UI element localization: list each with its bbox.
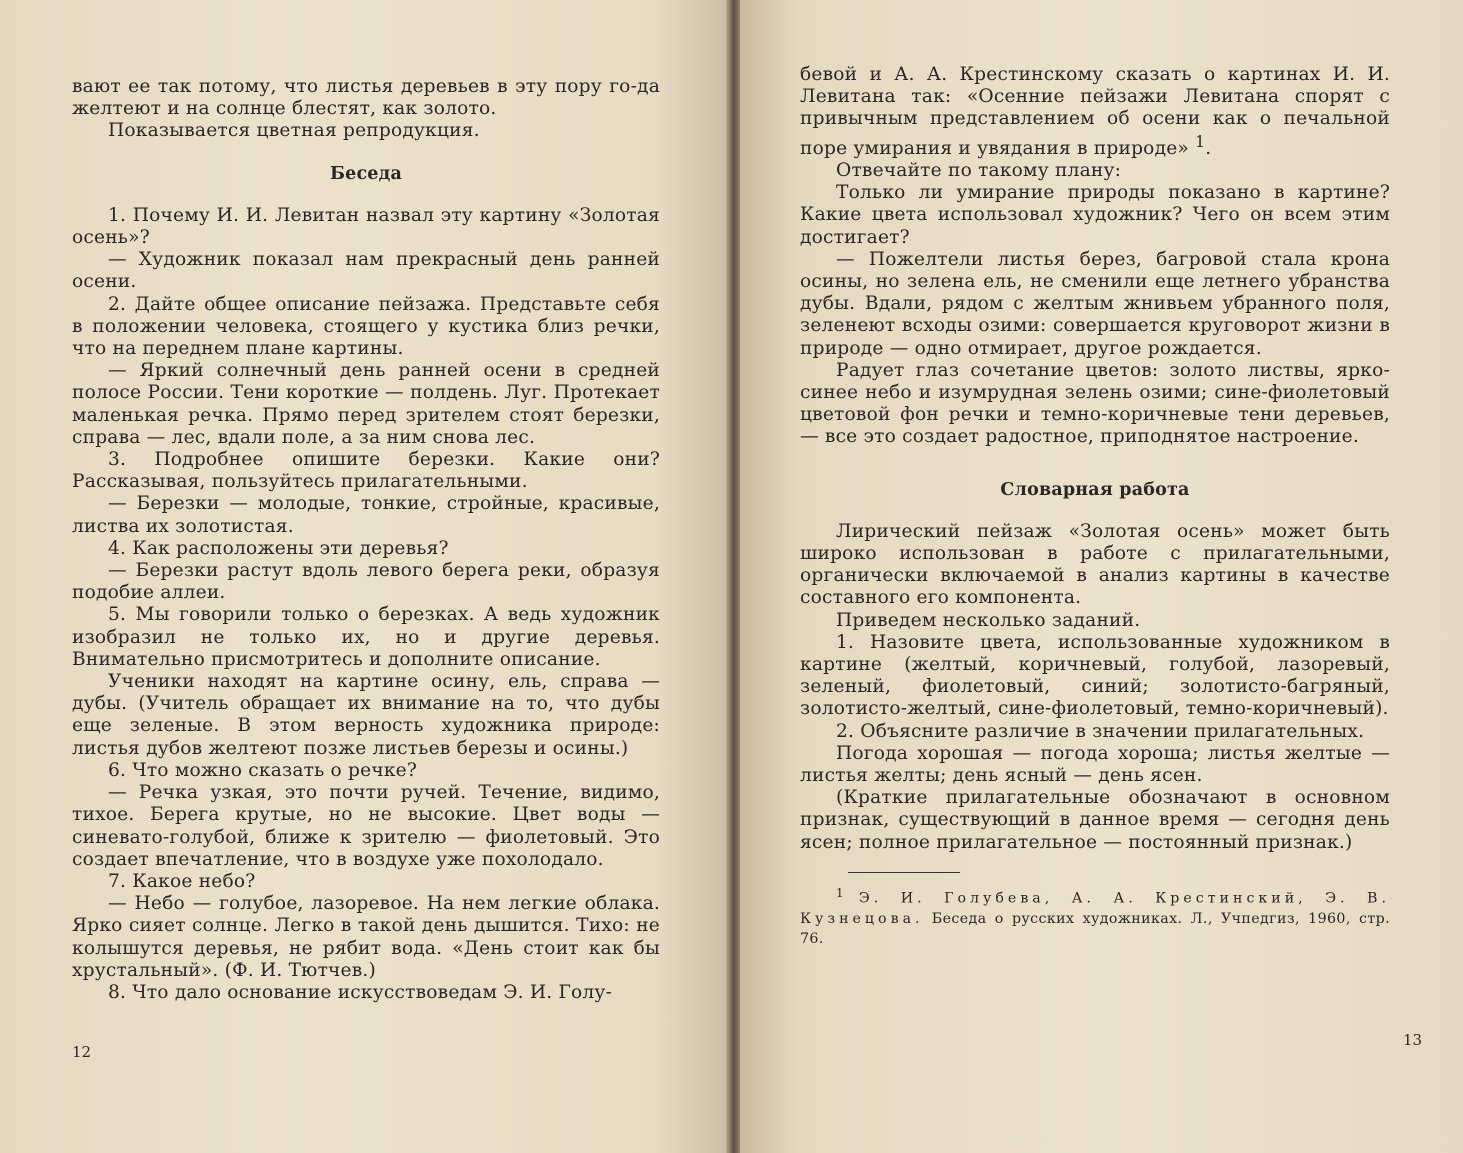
footnote-authors: Э. И. Голубева, А. А. Крестинский, Э. В. Кузнецова. xyxy=(800,890,1390,927)
paragraph: 7. Какое небо? xyxy=(108,870,256,892)
left-page-text xyxy=(72,76,660,1004)
paragraph: — Художник показал нам прекрасный день ранней осени. xyxy=(72,249,660,293)
paragraph: — Яркий солнечный день ранней осени в средней полосе России. Тени короткие — полдень. Луг. Протекает маленькая речка. Прямо перед зрителем стоят березки, справа — лес, вдали поле, а за ним снова лес. xyxy=(72,360,660,448)
paragraph: — Березки — молодые, тонкие, стройные, красивые, листва их золотистая. xyxy=(72,493,660,537)
footnote xyxy=(800,883,1390,949)
paragraph: Погода хорошая — погода хороша; листья желтые — листья желты; день ясный — день ясен. xyxy=(800,742,1390,787)
paragraph: 3. Подробнее опишите березки. Какие они? Рассказывая, пользуйтесь прилагательными. xyxy=(72,449,660,493)
paragraph: Лирический пейзаж «Золотая осень» может быть широко использован в работе с прилагательными, органически включаемой в анализ картины в качестве составного его компонента. xyxy=(800,520,1390,609)
section-heading-vocabulary: Словарная работа xyxy=(1000,479,1190,500)
paragraph: — Речка узкая, это почти ручей. Течение, видимо, тихое. Берега крутые, но не высокие. Цвет воды — синевато-голубой, ближе к зрителю — фиолетовый. Это создает впечатление, что в воздухе уже похолодало. xyxy=(72,782,660,870)
paragraph: (Краткие прилагательные обозначают в основном признак, существующий в данное время — сегодня день ясен; полное прилагательное — постоянный признак.) xyxy=(800,787,1390,853)
left-page xyxy=(0,0,728,1153)
paragraph: — Пожелтели листья берез, багровой стала крона осины, но зелена ель, не сменили еще летнего убранства дубы. Вдали, рядом с желтым жнивьем убранного поля, зеленеют всходы озими: совершается круговорот жизни в природе — одно отмирает, другое рождается. xyxy=(800,248,1390,359)
paragraph: — Березки растут вдоль левого берега реки, образуя подобие аллеи. xyxy=(72,560,660,604)
paragraph: 8. Что дало основание искусствоведам Э. И. Голу- xyxy=(108,981,613,1003)
paragraph: 1. Почему И. И. Левитан назвал эту картину «Золотая осень»? xyxy=(72,204,660,249)
footnote-rule xyxy=(848,872,960,873)
paragraph: Только ли умирание природы показано в картине? Какие цвета использовал художник? Чего он всем этим достигает? xyxy=(800,182,1390,248)
paragraph: — Небо — голубое, лазоревое. На нем легкие облака. Ярко сияет солнце. Легко в такой день дышится. Тихо: не колышутся деревья, не рябит вода. «День стоит как бы хрустальный». (Ф. И. Тютчев.) xyxy=(72,893,660,981)
right-page-text xyxy=(800,64,1390,949)
paragraph: 6. Что можно сказать о речке? xyxy=(108,759,418,781)
intro-line: Показывается цветная репродукция. xyxy=(108,120,480,142)
footnote-marker: 1 xyxy=(836,885,844,900)
footnote-source: Беседа о русских художниках. Л., Учпедгиз, 1960, стр. 76. xyxy=(800,910,1390,947)
paragraph: Отвечайте по такому плану: xyxy=(836,160,1122,181)
right-page xyxy=(740,0,1463,1153)
paragraph: Приведем несколько заданий. xyxy=(836,609,1141,631)
paragraph: 2. Дайте общее описание пейзажа. Представьте себя в положении человека, стоящего у кустика близ речки, что на переднем плане картины. xyxy=(72,293,660,360)
page-number: 12 xyxy=(72,1043,92,1061)
paragraph: 4. Как расположены эти деревья? xyxy=(108,537,449,559)
paragraph: 5. Мы говорили только о березках. А ведь художник изобразил не только их, но и другие деревья. Внимательно присмотритесь и дополните описание. xyxy=(72,604,660,670)
footnote-reference: 1 xyxy=(1195,132,1206,151)
paragraph: бевой и А. А. Крестинскому сказать о картинах И. И. Левитана так: «Осенние пейзажи Левитана спорят с привычным представлением об осени как о печальной поре умирания и увядания в природе» $^1$. xyxy=(800,64,1390,159)
paragraph: Ученики находят на картине осину, ель, справа — дубы. (Учитель обращает их внимание на то, что дубы еще зеленые. В этом верность художника природе: листья дубов желтеют позже листьев березы и осины.) xyxy=(72,671,660,759)
intro-line: вают ее так потому, что листья деревьев в эту пору го-да желтеют и на солнце блестят, как золото. xyxy=(72,76,660,120)
paragraph-text: бевой и А. А. Крестинскому сказать о картинах И. И. Левитана так: «Осенние пейзажи Левитана спорят с привычным представлением об осени как о печальной поре умирания и увядания в природе» xyxy=(800,64,1390,159)
paragraph: Радует глаз сочетание цветов: золото листвы, ярко-синее небо и изумрудная зелень озими; сине-фиолетовый цветовой фон речки и темно-коричневые тени деревьев, — все это создает радостное, приподнятое настроение. xyxy=(800,359,1390,448)
paragraph: 1. Назовите цвета, использованные художником в картине (желтый, коричневый, голубой, лазоревый, зеленый, фиолетовый, синий; золотисто-багряный, золотисто-желтый, сине-фиолетовый, темно-коричневый). xyxy=(800,631,1390,720)
page-number: 13 xyxy=(1403,1031,1423,1049)
section-heading-beseda: Беседа xyxy=(329,163,403,184)
paragraph: 2. Объясните различие в значении прилагательных. xyxy=(836,720,1365,742)
